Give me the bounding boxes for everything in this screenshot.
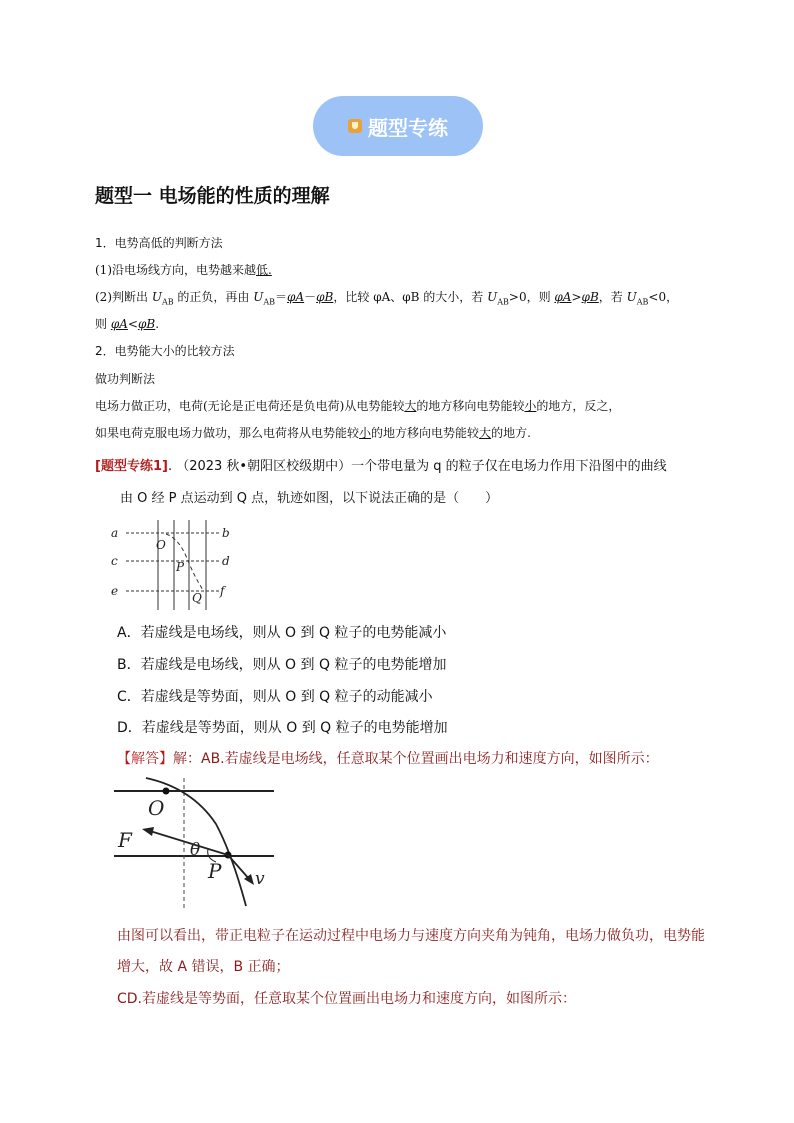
- answer-tag: 【解答】: [117, 751, 173, 767]
- knowledge-subheading: 做功判断法: [95, 372, 156, 386]
- section-title: 题型一 电场能的性质的理解: [95, 185, 330, 207]
- knowledge-line-2: (2)判断出 $U_{AB}$ 的正负，再由 $U_{AB}=\varphi A-\varphi B$，比较 φA、φB 的大小，若 $U_{AB}>0$，则 φA>φB，若 $U_{AB}<0$，: [95, 290, 679, 307]
- answer-line-2: 由图可以看出，带正电粒子在运动过程中电场力与速度方向夹角为钝角，电场力做负功，电势能: [117, 928, 705, 944]
- question-line-1: [题型专练1]. （2023 秋•朝阳区校级期中）一个带电量为 q 的粒子仅在电场力作用下沿图中的曲线: [95, 459, 667, 474]
- trophy-icon: [348, 119, 362, 133]
- ans-fig-label-O: O: [148, 796, 165, 820]
- knowledge-heading-2: 2．电势能大小的比较方法: [95, 344, 235, 358]
- answer-line-4: CD.若虚线是等势面，任意取某个位置画出电场力和速度方向，如图所示：: [117, 991, 577, 1007]
- answer-line-1: 【解答】解：AB.若虚线是电场线，任意取某个位置画出电场力和速度方向，如图所示：: [117, 751, 659, 767]
- fig-label-f: f: [220, 584, 225, 598]
- fig-label-e: e: [111, 584, 119, 598]
- fig-label-P: P: [176, 560, 185, 574]
- knowledge-line-4: 电场力做正功，电荷(无论是正电荷还是负电荷)从电势能较大的地方移向电势能较小的地方，反之，: [95, 399, 621, 413]
- ans-fig-label-F: F: [118, 828, 132, 852]
- answer-line-3: 增大，故 A 错误，B 正确；: [117, 959, 290, 975]
- knowledge-heading-1: 1．电势高低的判断方法: [95, 236, 223, 250]
- fig-label-b: b: [222, 526, 230, 540]
- knowledge-line-3: 则 φA<φB.: [95, 317, 160, 331]
- fig-label-Q: Q: [192, 591, 202, 605]
- option-b[interactable]: B．若虚线是电场线，则从 O 到 Q 粒子的电势能增加: [117, 657, 447, 673]
- question-line-2: 由 O 经 P 点运动到 Q 点，轨迹如图，以下说法正确的是（ ）: [120, 491, 499, 506]
- section-banner: [313, 96, 483, 156]
- option-a[interactable]: A．若虚线是电场线，则从 O 到 Q 粒子的电势能减小: [117, 625, 447, 641]
- knowledge-line-5: 如果电荷克服电场力做功，那么电荷将从电势能较小的地方移向电势能较大的地方.: [95, 426, 531, 440]
- answer-figure: [112, 776, 276, 910]
- question-tag: [题型专练1]: [95, 459, 168, 474]
- banner-label: 题型专练: [368, 115, 448, 140]
- knowledge-line-1: (1)沿电场线方向，电势越来越低.: [95, 263, 272, 277]
- fig-label-a: a: [111, 526, 119, 540]
- ans-fig-label-v: v: [255, 869, 265, 889]
- ans-fig-label-P: P: [208, 859, 222, 883]
- option-d[interactable]: D．若虚线是等势面，则从 O 到 Q 粒子的电势能增加: [117, 720, 448, 736]
- fig-label-d: d: [222, 554, 230, 568]
- fig-label-O: O: [156, 538, 166, 552]
- fig-label-c: c: [111, 554, 118, 568]
- option-c[interactable]: C．若虚线是等势面，则从 O 到 Q 粒子的动能减小: [117, 689, 433, 705]
- ans-fig-label-theta: θ: [190, 840, 201, 860]
- question-figure: [108, 518, 238, 614]
